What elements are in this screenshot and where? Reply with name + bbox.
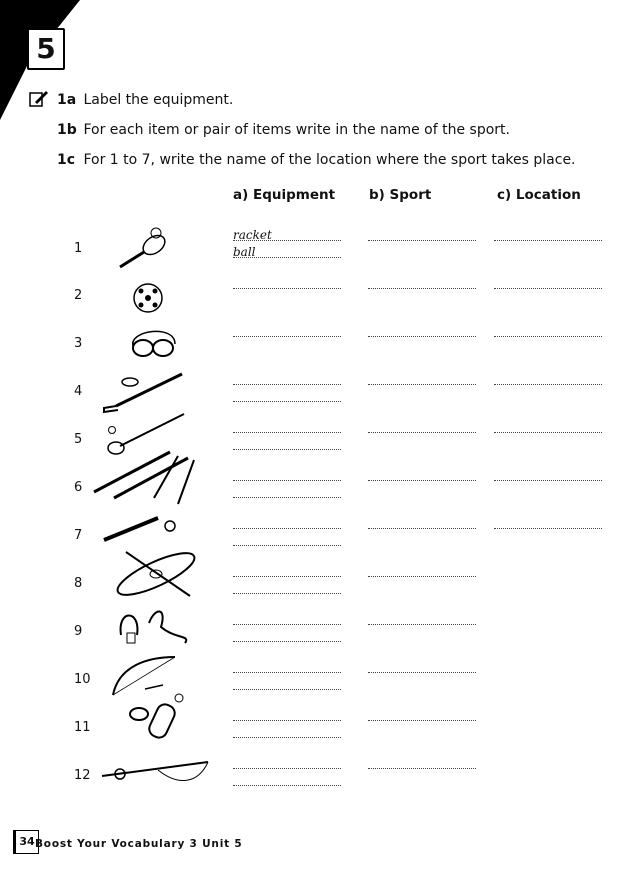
- row-number: 7: [74, 528, 83, 543]
- equipment-answer-line[interactable]: [233, 737, 341, 738]
- unit-number-badge: 5: [27, 28, 65, 70]
- sport-answer-line[interactable]: [368, 576, 476, 577]
- instruction-1a: [57, 92, 233, 108]
- equipment-answer-line[interactable]: [233, 336, 341, 337]
- pencil-task-icon: [29, 90, 49, 108]
- equipment-answer-line[interactable]: [233, 497, 341, 498]
- equipment-answer-line[interactable]: [233, 689, 341, 690]
- instruction-text: Label the equipment.: [83, 92, 234, 108]
- scuba-mask-tank-icon: [125, 688, 191, 744]
- instruction-1c: [57, 152, 576, 168]
- instruction-text: For 1 to 7, write the name of the location where the sport takes place.: [83, 152, 576, 168]
- location-answer-line[interactable]: [494, 240, 602, 241]
- column-header-location: c) Location: [497, 187, 581, 203]
- equipment-answer-line[interactable]: [233, 240, 341, 241]
- location-answer-line[interactable]: [494, 288, 602, 289]
- row-number: 4: [74, 384, 83, 399]
- answer-text: ball: [233, 245, 256, 259]
- sport-answer-line[interactable]: [368, 288, 476, 289]
- equipment-answer-line[interactable]: [233, 785, 341, 786]
- equipment-answer-line[interactable]: [233, 401, 341, 402]
- row-number: 8: [74, 576, 83, 591]
- skis-poles-icon: [90, 448, 210, 506]
- row-number: 5: [74, 432, 83, 447]
- equipment-answer-line[interactable]: [233, 432, 341, 433]
- kayak-paddle-icon: [108, 546, 200, 606]
- goggles-icon: [125, 322, 181, 362]
- row-number: 9: [74, 624, 83, 639]
- hockey-stick-puck-icon: [100, 368, 190, 416]
- baseball-bat-ball-icon: [98, 510, 180, 548]
- row-number: 10: [74, 672, 91, 687]
- answer-text: racket: [233, 228, 272, 242]
- equipment-answer-line[interactable]: [233, 624, 341, 625]
- equipment-answer-line[interactable]: [233, 480, 341, 481]
- tennis-racket-ball-icon: [112, 225, 176, 275]
- equipment-answer-line[interactable]: [233, 641, 341, 642]
- location-answer-line[interactable]: [494, 336, 602, 337]
- row-number: 2: [74, 288, 83, 303]
- page-number-badge: 34: [13, 830, 39, 854]
- sport-answer-line[interactable]: [368, 768, 476, 769]
- instruction-number: 1a: [57, 92, 77, 108]
- row-number: 3: [74, 336, 83, 351]
- column-header-sport: b) Sport: [369, 187, 432, 203]
- equipment-answer-line[interactable]: [233, 528, 341, 529]
- sport-answer-line[interactable]: [368, 528, 476, 529]
- equipment-answer-line[interactable]: [233, 672, 341, 673]
- instruction-number: 1c: [57, 152, 76, 168]
- row-number: 6: [74, 480, 83, 495]
- equipment-answer-line[interactable]: [233, 449, 341, 450]
- instruction-text: For each item or pair of items write in the name of the sport.: [83, 122, 510, 138]
- climbing-harness-icon: [115, 605, 197, 647]
- fishing-rod-icon: [98, 756, 214, 786]
- sport-answer-line[interactable]: [368, 240, 476, 241]
- sport-answer-line[interactable]: [368, 672, 476, 673]
- football-icon: [130, 280, 166, 316]
- location-answer-line[interactable]: [494, 480, 602, 481]
- row-number: 1: [74, 241, 83, 256]
- instruction-number: 1b: [57, 122, 77, 138]
- sport-answer-line[interactable]: [368, 432, 476, 433]
- sport-answer-line[interactable]: [368, 384, 476, 385]
- footer-text: Boost Your Vocabulary 3 Unit 5: [35, 838, 243, 850]
- equipment-answer-line[interactable]: [233, 576, 341, 577]
- equipment-answer-line[interactable]: [233, 768, 341, 769]
- instruction-1b: [57, 122, 510, 138]
- row-number: 11: [74, 720, 91, 735]
- equipment-answer-line[interactable]: [233, 720, 341, 721]
- sport-answer-line[interactable]: [368, 624, 476, 625]
- sport-answer-line[interactable]: [368, 480, 476, 481]
- location-answer-line[interactable]: [494, 432, 602, 433]
- equipment-answer-line[interactable]: [233, 545, 341, 546]
- location-answer-line[interactable]: [494, 384, 602, 385]
- equipment-answer-line[interactable]: [233, 288, 341, 289]
- sport-answer-line[interactable]: [368, 336, 476, 337]
- column-header-equipment: a) Equipment: [233, 187, 336, 203]
- equipment-answer-line[interactable]: [233, 384, 341, 385]
- sport-answer-line[interactable]: [368, 720, 476, 721]
- location-answer-line[interactable]: [494, 528, 602, 529]
- row-number: 12: [74, 768, 91, 783]
- equipment-answer-line[interactable]: [233, 593, 341, 594]
- equipment-answer-line[interactable]: [233, 257, 341, 258]
